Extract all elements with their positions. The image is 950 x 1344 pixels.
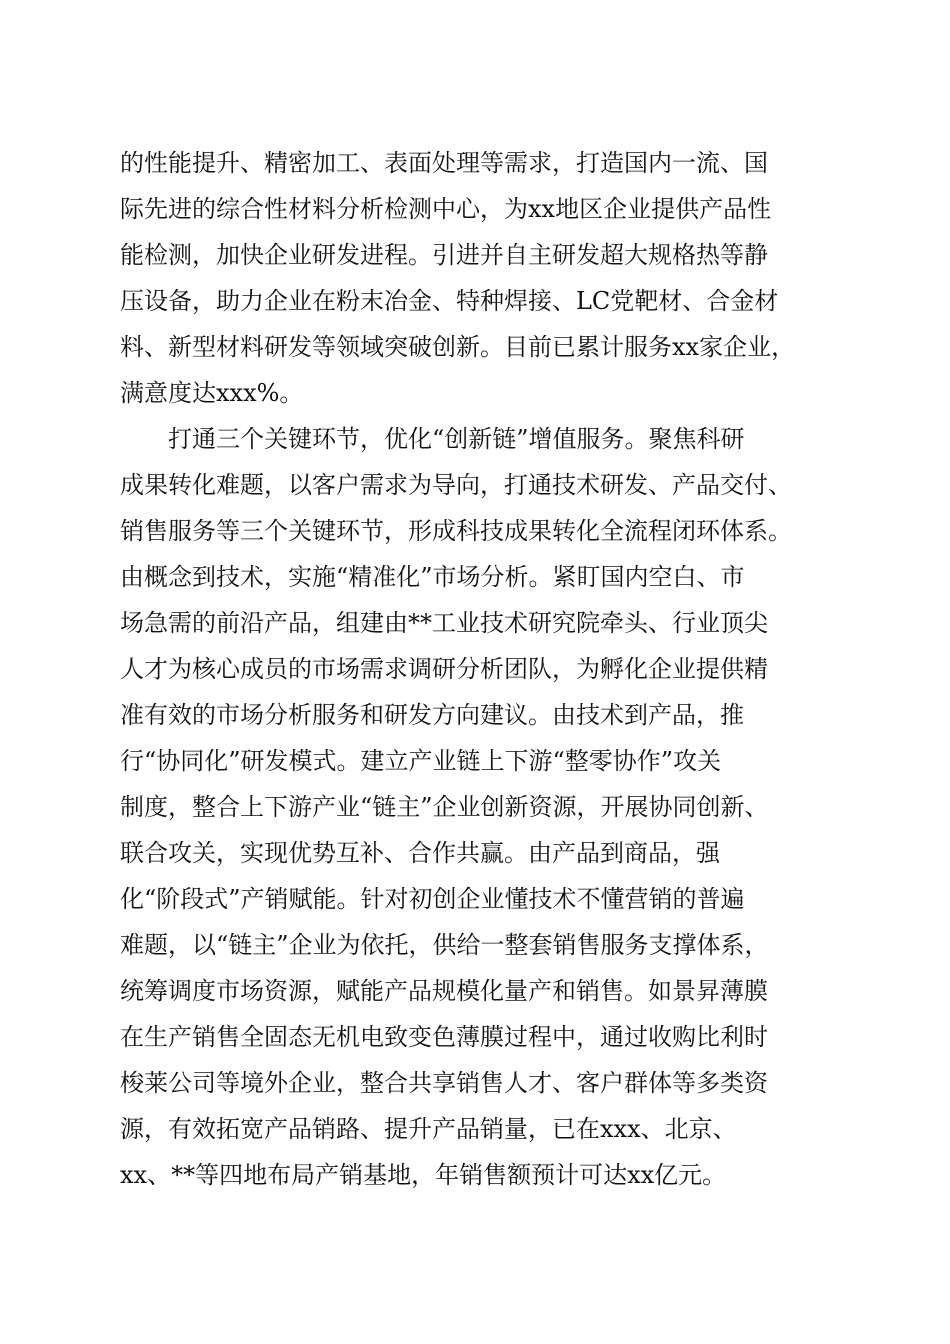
paragraph-1: [120, 140, 840, 416]
text-line: 的性能提升、精密加工、表面处理等需求，打造国内一流、国: [120, 149, 768, 177]
text-line: 压设备，助力企业在粉末冶金、特种焊接、LC党靶材、合金材: [120, 287, 779, 315]
body-text: [120, 140, 840, 1198]
text-line: 准有效的市场分析服务和研发方向建议。由技术到产品，推: [120, 701, 744, 729]
text-line: 成果转化难题，以客户需求为导向，打通技术研发、产品交付、: [120, 471, 792, 499]
text-line: 人才为核心成员的市场需求调研分析团队，为孵化企业提供精: [120, 655, 768, 683]
text-line: 梭莱公司等境外企业，整合共享销售人才、客户群体等多类资: [120, 1069, 768, 1097]
paragraph-2: [120, 416, 840, 1198]
text-line: 际先进的综合性材料分析检测中心，为xx地区企业提供产品性: [120, 195, 772, 223]
text-line: 行“协同化”研发模式。建立产业链上下游“整零协作”攻关: [120, 747, 722, 775]
text-line: 打通三个关键环节，优化“创新链”增值服务。聚焦科研: [168, 425, 745, 453]
text-line: 难题，以“链主”企业为依托，供给一整套销售服务支撑体系，: [120, 931, 769, 959]
text-line: 由概念到技术，实施“精准化”市场分析。紧盯国内空白、市: [120, 563, 745, 591]
text-line: xx、**等四地布局产销基地，年销售额预计可达xx亿元。: [120, 1161, 727, 1189]
text-line: 制度，整合上下游产业“链主”企业创新资源，开展协同创新、: [120, 793, 769, 821]
text-line: 场急需的前沿产品，组建由**工业技术研究院牵头、行业顶尖: [120, 609, 768, 637]
text-line: 料、新型材料研发等领域突破创新。目前已累计服务xx家企业，: [120, 333, 796, 361]
text-line: 化“阶段式”产销赋能。针对初创企业懂技术不懂营销的普遍: [120, 885, 745, 913]
text-line: 源，有效拓宽产品销路、提升产品销量，已在xxx、北京、: [120, 1115, 737, 1143]
text-line: 销售服务等三个关键环节，形成科技成果转化全流程闭环体系。: [120, 517, 792, 545]
text-line: 能检测，加快企业研发进程。引进并自主研发超大规格热等静: [120, 241, 768, 269]
text-line: 在生产销售全固态无机电致变色薄膜过程中，通过收购比利时: [120, 1023, 768, 1051]
text-line: 统筹调度市场资源，赋能产品规模化量产和销售。如景昇薄膜: [120, 977, 768, 1005]
text-line: 联合攻关，实现优势互补、合作共赢。由产品到商品，强: [120, 839, 720, 867]
text-line: 满意度达xxx%。: [120, 379, 304, 407]
